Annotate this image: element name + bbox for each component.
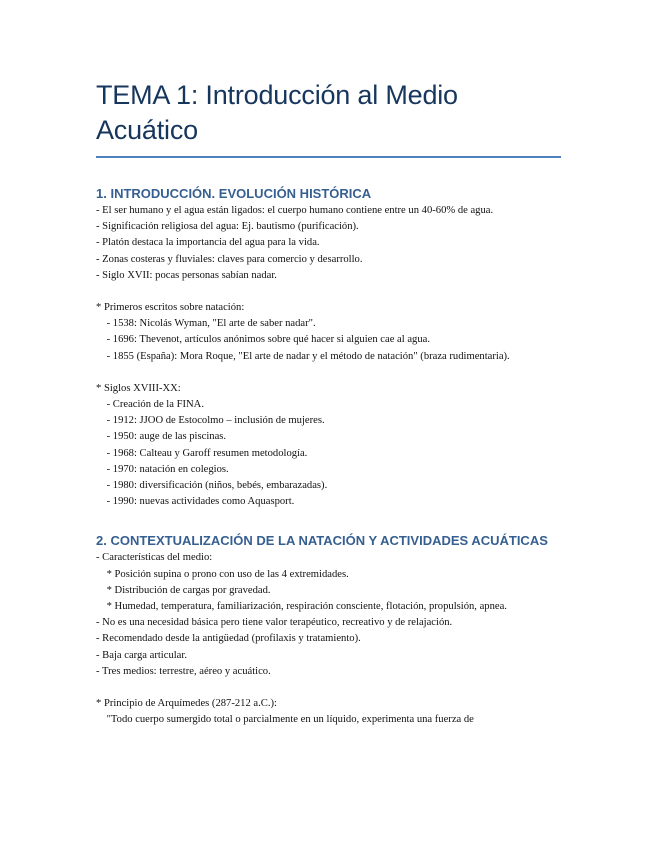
section-1-block-3 (96, 381, 561, 511)
text-line: - No es una necesidad básica pero tiene valor terapéutico, recreativo y de relajación. (96, 617, 453, 629)
text-line: - El ser humano y el agua están ligados: el cuerpo humano contiene entre un 40-60% de agua. (96, 205, 494, 216)
text-line: - Platón destaca la importancia del agua para la vida. (96, 237, 320, 249)
text-line: - Significación religiosa del agua: Ej. bautismo (purificación). (96, 221, 359, 233)
text-line: - 1855 (España): Mora Roque, "El arte de nadar y el método de natación" (braza rudimentaria). (96, 350, 510, 362)
text-line: * Distribución de cargas por gravedad. (96, 584, 271, 596)
section-2-block-2 (96, 696, 561, 728)
text-line: - Recomendado desde la antigüedad (profilaxis y tratamiento). (96, 633, 361, 645)
text-line: "Todo cuerpo sumergido total o parcialmente en un líquido, experimenta una fuerza de (96, 714, 474, 726)
text-line: - 1970: natación en colegios. (96, 463, 229, 475)
text-line: * Primeros escritos sobre natación: (96, 302, 245, 314)
text-line: * Humedad, temperatura, familiarización, respiración consciente, flotación, propulsión, apnea. (96, 601, 507, 613)
text-line: - 1950: auge de las piscinas. (96, 431, 227, 443)
text-line: - Zonas costeras y fluviales: claves para comercio y desarrollo. (96, 253, 363, 265)
text-line: - 1968: Calteau y Garoff resumen metodología. (96, 447, 308, 459)
text-line: - Tres medios: terrestre, aéreo y acuático. (96, 665, 271, 677)
text-line: * Principio de Arquímedes (287-212 a.C.): (96, 698, 277, 710)
text-line: - 1990: nuevas actividades como Aquasport. (96, 496, 295, 508)
title-underline (96, 156, 561, 158)
text-line: - Siglo XVII: pocas personas sabían nadar. (96, 269, 277, 281)
text-line: * Posición supina o prono con uso de las 4 extremidades. (96, 568, 349, 580)
section-1-block-2 (96, 300, 561, 365)
text-line: - 1980: diversificación (niños, bebés, embarazadas). (96, 480, 328, 492)
section-1-block-1 (96, 203, 561, 284)
text-line: - 1696: Thevenot, artículos anónimos sobre qué hacer si alguien cae al agua. (96, 334, 430, 346)
text-line: - Baja carga articular. (96, 649, 187, 661)
section-2-heading: 2. CONTEXTUALIZACIÓN DE LA NATACIÓN Y ACTIVIDADES ACUÁTICAS (96, 533, 548, 549)
section-2-block-1 (96, 550, 561, 680)
section-1 (96, 185, 561, 510)
section-1-heading: 1. INTRODUCCIÓN. EVOLUCIÓN HISTÓRICA (96, 186, 372, 201)
text-line: - 1538: Nicolás Wyman, "El arte de saber nadar". (96, 318, 316, 330)
document-page (96, 78, 561, 728)
text-line: - Creación de la FINA. (96, 399, 204, 411)
text-line: - Características del medio: (96, 552, 213, 564)
text-line: * Siglos XVIII-XX: (96, 382, 181, 394)
section-2 (96, 532, 561, 728)
text-line: - 1912: JJOO de Estocolmo – inclusión de mujeres. (96, 415, 325, 427)
page-title: TEMA 1: Introducción al Medio Acuático (96, 80, 458, 145)
